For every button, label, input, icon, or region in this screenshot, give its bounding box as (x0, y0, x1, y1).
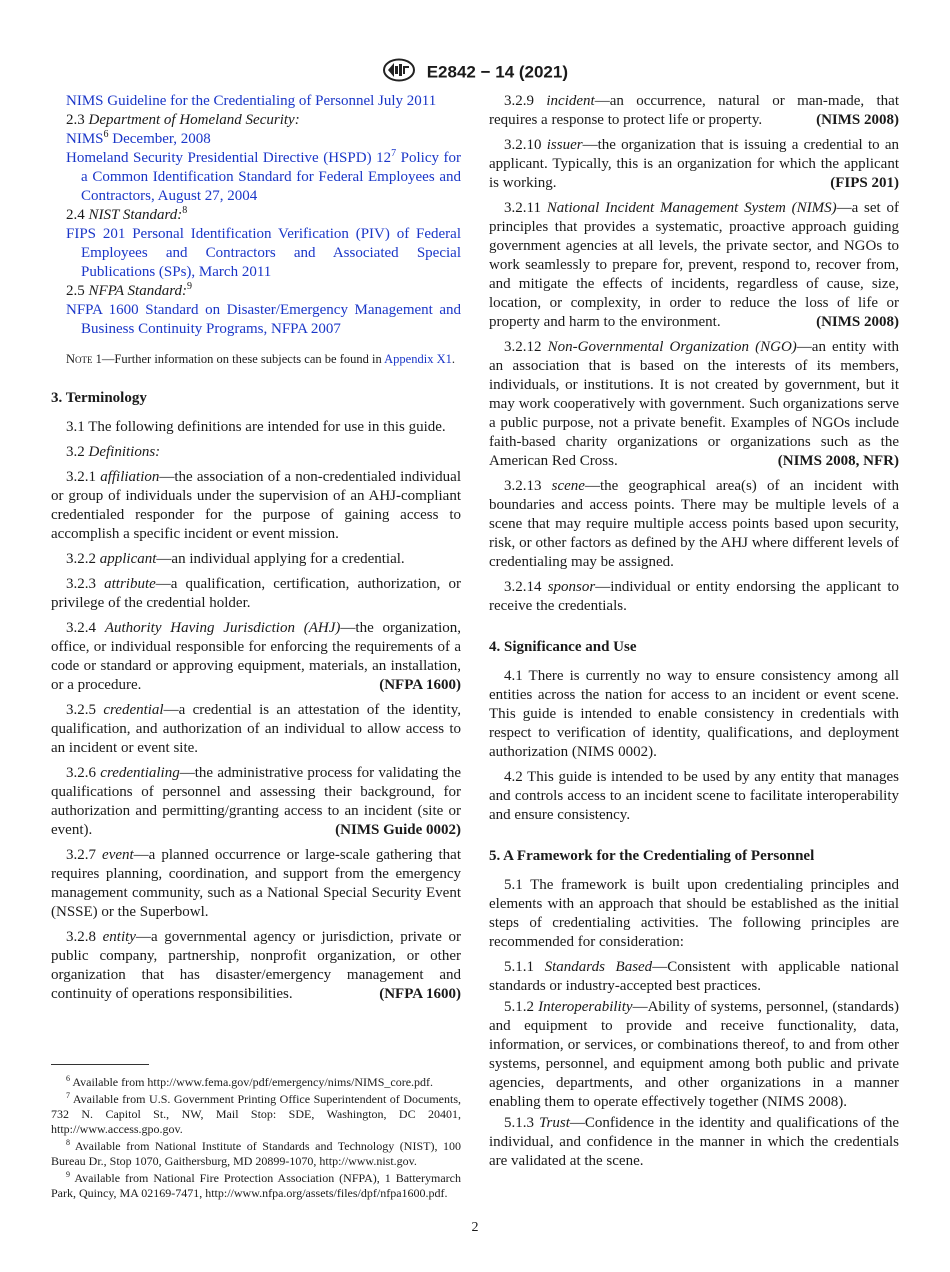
definition-number: 3.2.1 (66, 469, 96, 485)
principles-list (489, 958, 899, 1171)
footnote-text: Available from U.S. Government Printing Office Superintendent of Documents, 732 N. Capitol St., NW, Mail Stop: SDE, Washington, DC 20401, http://www.access.gpo.gov. (51, 1092, 462, 1136)
definition (489, 92, 899, 130)
definition-text: —a set of principles that provides a systematic, proactive approach guiding government agencies at all levels, the private sector, and NGOs to work seamlessly to prepare for, prevent, respond to, recover from, and mitigate the effects of incidents, regardless of cause, size, location, or complexity, in order to reduce the loss of life or property and harm to the environment. (489, 200, 899, 330)
definition (489, 136, 899, 193)
definition-source: (NIMS 2008) (816, 112, 899, 128)
definition-number: 3.2.12 (504, 339, 542, 355)
definition-text: —an entity with an association that is based on the interests of its members, individuals, or institutions. It is not created by government, but it may work cooperatively with government. Such organizations serve a public purpose, not a private benefit. Examples of NGOs include faith-based charity organizations or organizations such as the American Red Cross. (489, 339, 899, 469)
reference-fips-201[interactable] (51, 225, 461, 282)
paragraph-4-1: 4.1 There is currently no way to ensure consistency among all entities across the nation for access to an incident or event scene. This guide is intended to enable consistency in credentials with respect to verification of identity, qualifications, and deployment authorization (NIMS 0002). (489, 668, 899, 760)
definition-term: Authority Having Jurisdiction (AHJ) (104, 620, 341, 636)
appendix-link[interactable]: Appendix X1 (384, 352, 452, 366)
footnote-marker[interactable]: 7 (391, 148, 397, 159)
reference-code[interactable]: NIMS Guideline for the Credentialing of Personnel (66, 93, 375, 109)
footnote-text: Available from National Institute of Standards and Technology (NIST), 100 Bureau Dr., Stop 1070, Gaithersburg, MD 20899-1070, http://www.nist.gov. (51, 1139, 461, 1168)
principle (489, 1114, 899, 1171)
footnote-number: 7 (66, 1091, 70, 1100)
definition-text: —a planned occurrence or large-scale gathering that requires planning, coordination, and support from the emergency management community, such as a National Special Security Event (NSSE) or the Superbowl. (51, 847, 462, 920)
section-5-heading: 5. A Framework for the Credentialing of Personnel (489, 848, 815, 864)
document-id: E2842 − 14 (2021) (426, 62, 569, 82)
reference-nims-guideline[interactable] (51, 92, 461, 111)
definition-term: credential (103, 702, 164, 718)
definition-number: 3.2.13 (504, 478, 542, 494)
definition-source: (FIPS 201) (830, 175, 899, 191)
reference-code[interactable]: FIPS 201 (66, 226, 126, 242)
definition-term: event (102, 847, 134, 863)
reference-nfpa-1600[interactable] (51, 301, 461, 339)
definition-number: 3.2.7 (66, 847, 96, 863)
left-column (51, 92, 461, 1010)
definition-number: 3.2.10 (504, 137, 542, 153)
principle-number: 5.1.1 (504, 959, 534, 975)
footnote (51, 1092, 461, 1137)
reference-title[interactable]: Personal Identification Verification (PIV) of Federal Employees and Contractors and Associated Special Publications (SPs), March 2011 (81, 226, 462, 280)
principle-term: Trust (539, 1115, 570, 1131)
definition-number: 3.2.4 (66, 620, 96, 636)
principle (489, 998, 899, 1112)
definition (51, 701, 461, 758)
definitions-list-right (489, 92, 899, 616)
definition-text: —the organization, office, or individual responsible for enforcing the requirements of a code or standard or approving equipment, materials, an installation, or a procedure. (51, 620, 461, 693)
definition-text: —the geographical area(s) of an incident with boundaries and access points. There may be multiple levels of a scene that may require multiple access points based upon security, risk, or other factors as defined by the AHJ where different levels of credentialing may be assigned. (489, 478, 899, 570)
definition-source: (NIMS 2008) (816, 314, 899, 330)
definition-text: —a credential is an attestation of the identity, qualification, and authorization of an individual to allow access to an incident or event site. (51, 702, 461, 756)
footnote-marker[interactable]: 9 (186, 281, 192, 292)
definition-text: —an occurrence, natural or man-made, that requires a response to protect life or property. (489, 93, 900, 128)
definition-term: sponsor (547, 579, 596, 595)
footnote-number: 8 (66, 1138, 70, 1147)
principle-term: Standards Based (544, 959, 653, 975)
principle-number: 5.1.3 (504, 1115, 534, 1131)
definition-term: entity (102, 929, 136, 945)
reference-code[interactable]: Homeland Security Presidential Directive (HSPD) 12 (66, 150, 392, 166)
definition (51, 575, 461, 613)
definition-number: 3.2.6 (66, 765, 96, 781)
section-label: Department of Homeland Security: (88, 112, 300, 128)
note-end: . (451, 352, 455, 366)
definition-term: issuer (546, 137, 583, 153)
footnote-number: 6 (66, 1074, 70, 1083)
definition-number: 3.2.5 (66, 702, 96, 718)
note-text: —Further information on these subjects can be found in (101, 352, 382, 366)
definition-number: 3.2.8 (66, 929, 96, 945)
paragraph-4-2: 4.2 This guide is intended to be used by any entity that manages and controls access to an incident scene to facilitate interoperability and ensure consistency. (489, 769, 899, 823)
page-header (0, 58, 950, 87)
section-number: 3.2 (66, 444, 85, 460)
definition-number: 3.2.3 (66, 576, 96, 592)
definition-source: (NFPA 1600) (379, 677, 461, 693)
definition-term: affiliation (100, 469, 160, 485)
principle-term: Interoperability (538, 999, 633, 1015)
definition-source: (NIMS Guide 0002) (335, 822, 461, 838)
definition (51, 468, 461, 544)
section-4-heading: 4. Significance and Use (489, 639, 637, 655)
reference-code[interactable]: NFPA 1600 (66, 302, 139, 318)
footnote-marker[interactable]: 6 (103, 129, 109, 140)
footnote-text: Available from National Fire Protection Association (NFPA), 1 Batterymarch Park, Quincy, MA 02169-7471, http://www.nfpa.org/assets/files/dpf/nfpa1600.pdf. (51, 1171, 461, 1200)
definition (489, 578, 899, 616)
definition-text: —a governmental agency or jurisdiction, private or public company, partnership, nonprofit organization, or other organization that has disaster/emergency management and continuity of operations responsibilities. (51, 929, 461, 1002)
definition-term: National Incident Management System (NIMS) (546, 200, 837, 216)
reference-title[interactable]: July 2011 (378, 93, 437, 109)
reference-title[interactable]: Policy for a Common Identification Standard for Federal Employees and Contractors, August 27, 2004 (81, 150, 462, 204)
footnote-number: 9 (66, 1170, 70, 1179)
definition-text: —individual or entity endorsing the applicant to receive the credentials. (489, 579, 900, 614)
section-number: 2.3 (66, 112, 85, 128)
definitions-list-left (51, 468, 461, 1004)
paragraph-5-1: 5.1 The framework is built upon credentialing principles and elements with an approach that should be established as the initial steps of credentialing activities. The following principles are recommended for consideration: (489, 877, 899, 950)
section-3-heading: 3. Terminology (51, 390, 147, 406)
definition-term: applicant (99, 551, 157, 567)
note-label: Note (66, 352, 93, 366)
section-label: NFPA Standard: (88, 283, 187, 299)
section-number: 2.4 (66, 207, 85, 223)
definition-number: 3.2.9 (504, 93, 534, 109)
definition-source: (NFPA 1600) (379, 986, 461, 1002)
definition (51, 928, 461, 1004)
note-1 (51, 351, 461, 367)
definition (51, 550, 461, 569)
principle-text: —Confidence in the identity and qualifications of the individual, and confidence in the manner in which the credentials are validated at the scene. (489, 1115, 899, 1169)
definition-term: incident (546, 93, 595, 109)
definition (51, 619, 461, 695)
definition-term: attribute (104, 576, 156, 592)
section-label: Definitions: (88, 444, 161, 460)
definition-term: Non-Governmental Organization (NGO) (547, 339, 797, 355)
paragraph-3-2 (51, 443, 461, 462)
principle-text: —Ability of systems, personnel, (standards) and equipment to provide and receive functionality, data, information, or services, or combinations thereof, to and from other systems, personnel, and equipment among both public and private agencies, departments, and other organizations in a manner enabling them to operate effectively together (NIMS 2008). (489, 999, 899, 1110)
definition (489, 338, 899, 471)
footnote-divider (51, 1064, 149, 1065)
section-2-5 (51, 282, 461, 301)
reference-hspd-12[interactable] (51, 149, 461, 206)
definition (489, 199, 899, 332)
section-2-4 (51, 206, 461, 225)
footnotes (51, 1064, 461, 1203)
definition-text: —an individual applying for a credential. (156, 551, 405, 567)
page-number: 2 (471, 1220, 479, 1235)
principle-text: —Consistent with applicable national standards or industry-accepted best practices. (489, 959, 899, 994)
right-column (489, 92, 899, 1173)
definition-term: credentialing (100, 765, 180, 781)
section-label: NIST Standard: (88, 207, 183, 223)
footnote (51, 1075, 461, 1090)
footnote (51, 1171, 461, 1201)
paragraph-3-1: 3.1 The following definitions are intended for use in this guide. (66, 419, 446, 435)
principle (489, 958, 899, 996)
definition-text: —the administrative process for validating the qualifications of personnel and assessing their background, for authorization and permitting/granting access to an incident (site or event). (51, 765, 462, 838)
definition (489, 477, 899, 572)
definition-number: 3.2.2 (66, 551, 96, 567)
principle-number: 5.1.2 (504, 999, 534, 1015)
definition-source: (NIMS 2008, NFR) (777, 453, 899, 469)
reference-title[interactable]: Standard on Disaster/Emergency Management and Business Continuity Programs, NFPA 2007 (81, 302, 461, 337)
note-number: 1 (95, 352, 102, 366)
definition (51, 764, 461, 840)
footnote-list (51, 1075, 461, 1201)
footnote (51, 1139, 461, 1169)
reference-code[interactable]: NIMS (66, 131, 104, 147)
definition (51, 846, 461, 922)
definition-number: 3.2.14 (504, 579, 542, 595)
section-number: 2.5 (66, 283, 85, 299)
section-2-3 (51, 111, 461, 130)
definition-number: 3.2.11 (504, 200, 541, 216)
astm-logo-icon (382, 58, 416, 87)
footnote-text: Available from http://www.fema.gov/pdf/emergency/nims/NIMS_core.pdf. (72, 1075, 434, 1089)
footnote-marker[interactable]: 8 (182, 205, 188, 216)
definition-text: —the organization that is issuing a credential to an applicant. Typically, this is an organization for which the applicant is working. (489, 137, 899, 191)
definition-term: scene (551, 478, 585, 494)
definition-text: —the association of a non-credentialed individual or group of individuals under the supervision of an AHJ-compliant credentialed responder for the purpose of gaining access to accomplish a specific incident or event mission. (51, 469, 461, 542)
definition-text: —a qualification, certification, authorization, or privilege of the credential holder. (51, 576, 461, 611)
reference-nims[interactable] (51, 130, 461, 149)
reference-title[interactable]: December, 2008 (112, 131, 211, 147)
